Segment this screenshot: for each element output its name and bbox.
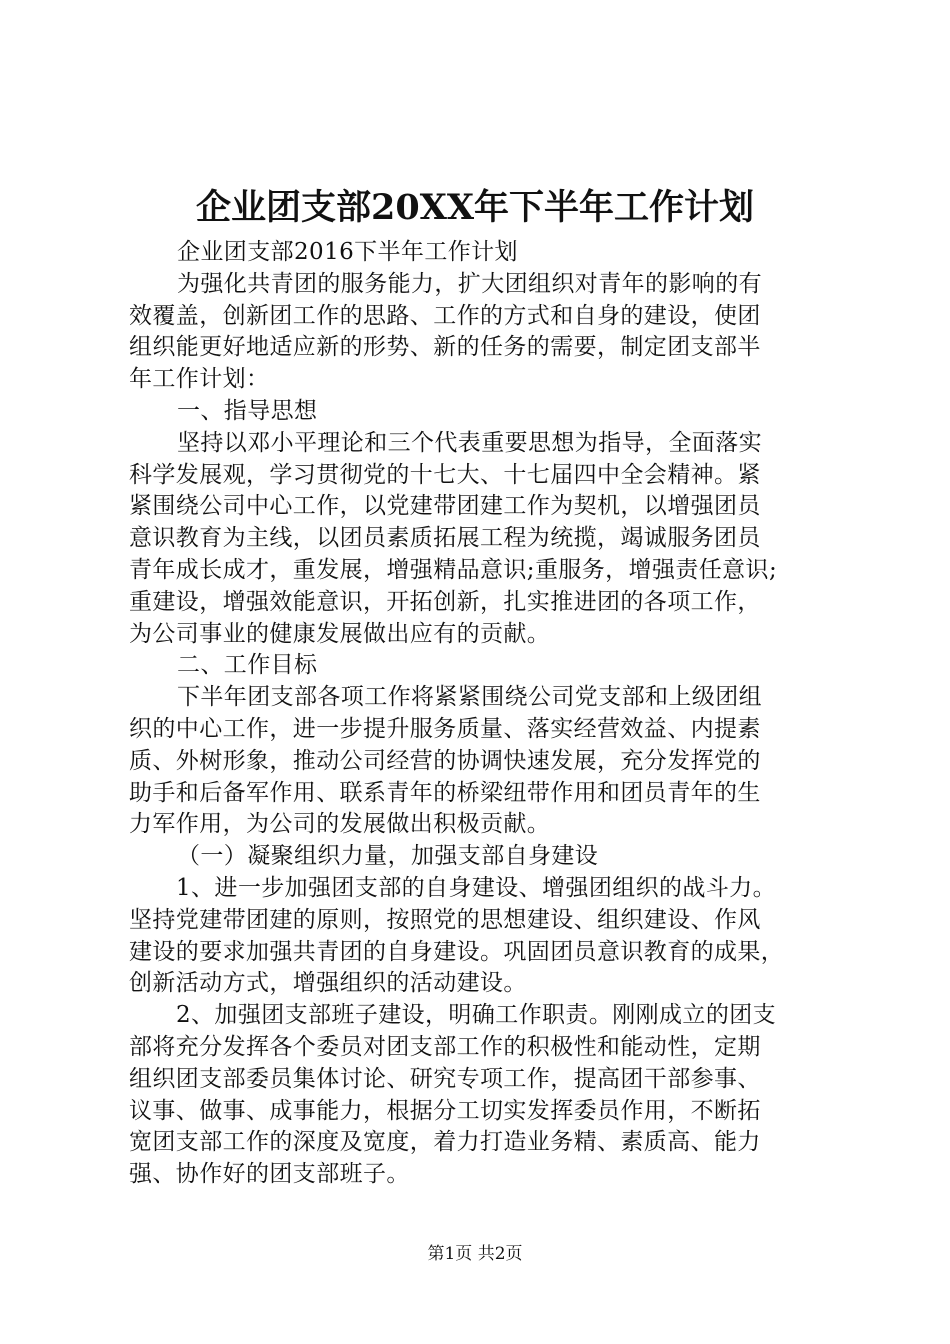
text-line: 年工作计划： — [129, 366, 270, 393]
text-line: 部将充分发挥各个委员对团支部工作的积极性和能动性，定期 — [129, 1033, 761, 1060]
text-line: 重建设，增强效能意识，开拓创新，扎实推进团的各项工作， — [129, 588, 761, 615]
text-line: 紧围绕公司中心工作，以党建带团建工作为契机，以增强团员 — [129, 493, 761, 520]
document-body — [129, 237, 829, 1191]
text-line: 质、外树形象，推动公司经营的协调快速发展，充分发挥党的 — [129, 747, 761, 774]
document-title: 企业团支部20XX年下半年工作计划 — [195, 187, 755, 228]
text-line: 织的中心工作，进一步提升服务质量、落实经营效益、内提素 — [129, 715, 761, 742]
text-line: 强、协作好的团支部班子。 — [129, 1161, 410, 1188]
text-line: 坚持党建带团建的原则，按照党的思想建设、组织建设、作风 — [129, 906, 761, 933]
text-line: 效覆盖，创新团工作的思路、工作的方式和自身的建设，使团 — [129, 302, 761, 329]
text-line: 科学发展观，学习贯彻党的十七大、十七届四中全会精神。紧 — [129, 461, 761, 488]
text-line: 力军作用，为公司的发展做出积极贡献。 — [129, 811, 551, 838]
page-footer: 第1页 共2页 — [427, 1244, 523, 1264]
text-line: 为公司事业的健康发展做出应有的贡献。 — [129, 620, 551, 647]
text-line: 二、工作目标 — [177, 652, 318, 679]
text-line: 2、加强团支部班子建设，明确工作职责。刚刚成立的团支 — [176, 1002, 777, 1029]
text-line: 议事、做事、成事能力，根据分工切实发挥委员作用，不断拓 — [129, 1097, 761, 1124]
text-line: 1、进一步加强团支部的自身建设、增强团组织的战斗力。 — [176, 874, 777, 901]
text-line: 坚持以邓小平理论和三个代表重要思想为指导，全面落实 — [177, 429, 762, 456]
text-line: 建设的要求加强共青团的自身建设。巩固团员意识教育的成果， — [129, 938, 785, 965]
text-line: 组织能更好地适应新的形势、新的任务的需要，制定团支部半 — [129, 334, 761, 361]
text-line: （一）凝聚组织力量，加强支部自身建设 — [177, 843, 599, 870]
text-line: 创新活动方式，增强组织的活动建设。 — [129, 970, 527, 997]
text-line: 下半年团支部各项工作将紧紧围绕公司党支部和上级团组 — [177, 684, 762, 711]
text-line: 一、指导思想 — [177, 397, 318, 424]
text-line: 青年成长成才，重发展，增强精品意识;重服务，增强责任意识; — [129, 556, 778, 583]
text-line: 为强化共青团的服务能力，扩大团组织对青年的影响的有 — [177, 270, 762, 297]
text-line: 企业团支部2016下半年工作计划 — [177, 239, 518, 265]
text-line: 意识教育为主线，以团员素质拓展工程为统揽，竭诚服务团员 — [129, 525, 761, 552]
text-line: 组织团支部委员集体讨论、研究专项工作，提高团干部参事、 — [129, 1065, 761, 1092]
text-line: 宽团支部工作的深度及宽度，着力打造业务精、素质高、能力 — [129, 1129, 761, 1156]
text-line: 助手和后备军作用、联系青年的桥梁纽带作用和团员青年的生 — [129, 779, 761, 806]
